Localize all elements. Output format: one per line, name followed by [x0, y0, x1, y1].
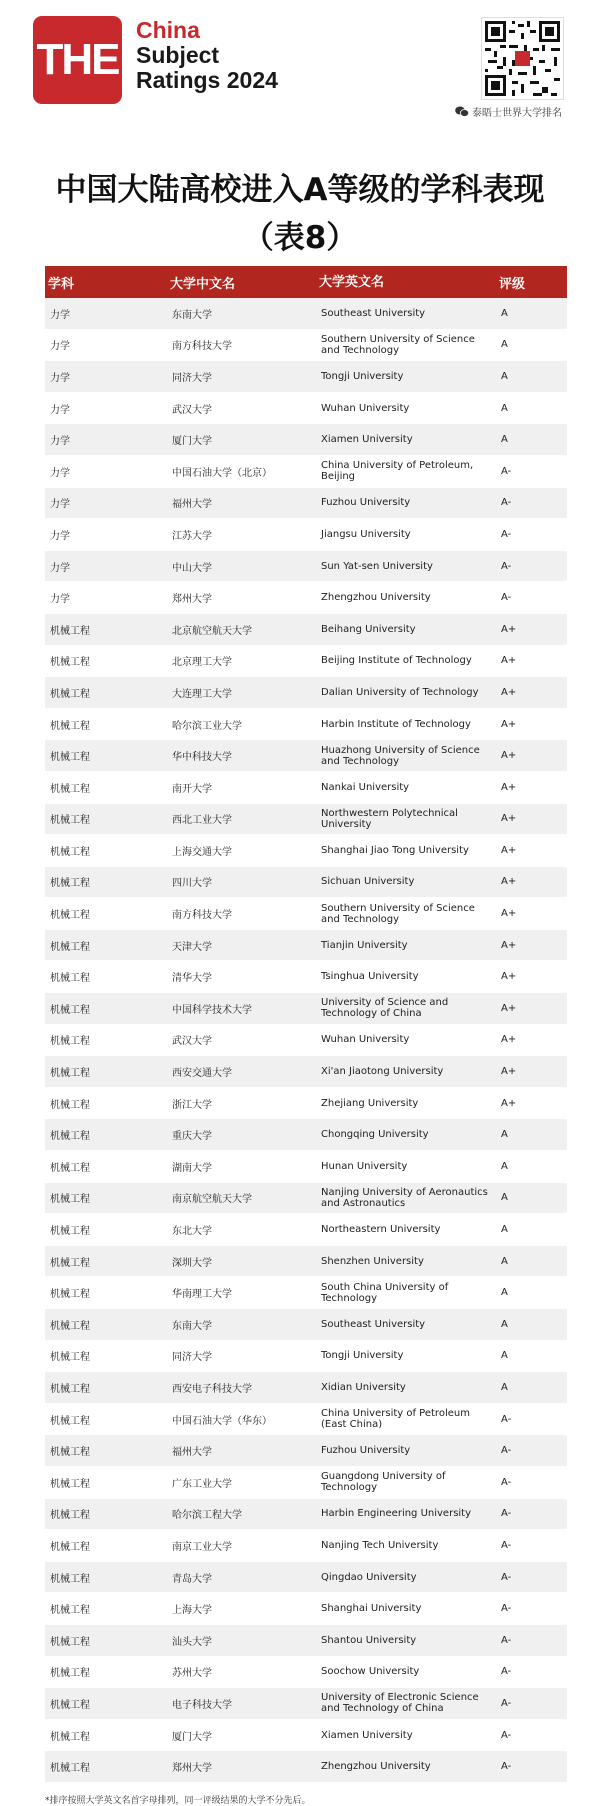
- cell-subject: 机械工程: [50, 1226, 90, 1238]
- cell-subject: 机械工程: [50, 1004, 90, 1016]
- table-row: [45, 393, 567, 425]
- qr-caption-text: 泰晤士世界大学排名: [472, 108, 562, 119]
- cell-chinese-name: 中国石油大学（北京）: [172, 467, 272, 479]
- cell-english-name: Wuhan University: [321, 402, 410, 414]
- cell-rating: A-: [501, 497, 512, 509]
- cell-rating: A+: [501, 750, 517, 762]
- cell-chinese-name: 东南大学: [172, 309, 212, 321]
- table-body: [45, 298, 567, 1783]
- table-row: [45, 740, 567, 772]
- table-row: [45, 1720, 567, 1752]
- cell-rating: A-: [501, 528, 512, 540]
- table-row: [45, 582, 567, 614]
- cell-rating: A+: [501, 623, 517, 635]
- cell-english-name: Shanghai Jiao Tong University: [321, 844, 469, 856]
- cell-chinese-name: 武汉大学: [172, 1036, 212, 1048]
- cell-chinese-name: 青岛大学: [172, 1573, 212, 1585]
- cell-english-name: China University of Petroleum, Beijing: [321, 460, 474, 483]
- cell-english-name: Xiamen University: [321, 434, 413, 446]
- cell-chinese-name: 南方科技大学: [172, 341, 232, 353]
- brand-line-2: Subject: [136, 42, 220, 68]
- cell-subject: 力学: [50, 404, 70, 416]
- cell-english-name: Sichuan University: [321, 876, 415, 888]
- cell-english-name: Beihang University: [321, 623, 416, 635]
- cell-chinese-name: 西安交通大学: [172, 1068, 232, 1080]
- ratings-table: [45, 266, 567, 1783]
- cell-chinese-name: 大连理工大学: [172, 688, 232, 700]
- cell-english-name: Southern University of Science and Technology: [321, 902, 475, 925]
- title-line-1: 中国大陆高校进入A等级的学科表现: [55, 172, 545, 208]
- cell-english-name: Xiamen University: [321, 1729, 413, 1741]
- cell-chinese-name: 中国科学技术大学: [172, 1004, 252, 1016]
- cell-chinese-name: 哈尔滨工程大学: [172, 1510, 242, 1522]
- cell-chinese-name: 清华大学: [172, 973, 212, 985]
- cell-english-name: Soochow University: [321, 1666, 420, 1678]
- cell-chinese-name: 厦门大学: [172, 436, 212, 448]
- cell-english-name: Northeastern University: [321, 1224, 441, 1236]
- cell-rating: A: [501, 1318, 508, 1330]
- table-row: [45, 1341, 567, 1373]
- cell-chinese-name: 重庆大学: [172, 1131, 212, 1143]
- cell-chinese-name: 同济大学: [172, 372, 212, 384]
- cell-rating: A: [501, 307, 508, 319]
- table-row: [45, 1751, 567, 1783]
- footnote: *排序按照大学英文名首字母排列，同一评级结果的大学不分先后。: [45, 1796, 311, 1806]
- cell-chinese-name: 电子科技大学: [172, 1699, 232, 1711]
- table-row: [45, 1688, 567, 1720]
- cell-english-name: Harbin Institute of Technology: [321, 718, 471, 730]
- cell-chinese-name: 郑州大学: [172, 1763, 212, 1775]
- table-row: [45, 1435, 567, 1467]
- brand-line-1: China: [136, 17, 200, 43]
- cell-rating: A+: [501, 876, 517, 888]
- cell-rating: A+: [501, 1097, 517, 1109]
- cell-rating: A-: [501, 1413, 512, 1425]
- cell-rating: A-: [501, 1571, 512, 1583]
- table-row: [45, 361, 567, 393]
- cell-chinese-name: 华中科技大学: [172, 752, 232, 764]
- cell-english-name: Nankai University: [321, 781, 410, 793]
- cell-chinese-name: 武汉大学: [172, 404, 212, 416]
- cell-english-name: Hunan University: [321, 1160, 408, 1172]
- cell-rating: A: [501, 1255, 508, 1267]
- cell-chinese-name: 广东工业大学: [172, 1478, 232, 1490]
- cell-chinese-name: 中山大学: [172, 562, 212, 574]
- cell-rating: A+: [501, 844, 517, 856]
- cell-english-name: Tongji University: [321, 1350, 404, 1362]
- cell-rating: A-: [501, 592, 512, 604]
- cell-rating: A+: [501, 813, 517, 825]
- cell-english-name: Zhengzhou University: [321, 592, 431, 604]
- cell-subject: 机械工程: [50, 1383, 90, 1395]
- cell-subject: 力学: [50, 467, 70, 479]
- cell-english-name: Shenzhen University: [321, 1255, 424, 1267]
- cell-subject: 机械工程: [50, 1510, 90, 1522]
- cell-english-name: Beijing Institute of Technology: [321, 655, 472, 667]
- cell-english-name: Zhengzhou University: [321, 1761, 431, 1773]
- cell-chinese-name: 东南大学: [172, 1320, 212, 1332]
- cell-rating: A: [501, 1129, 508, 1141]
- cell-chinese-name: 苏州大学: [172, 1668, 212, 1680]
- page-title: [0, 166, 600, 262]
- cell-rating: A-: [501, 1445, 512, 1457]
- cell-english-name: Xidian University: [321, 1381, 406, 1393]
- table-row: [45, 804, 567, 836]
- table-row: [45, 1657, 567, 1689]
- table-row: [45, 835, 567, 867]
- cell-chinese-name: 湖南大学: [172, 1162, 212, 1174]
- cell-chinese-name: 江苏大学: [172, 530, 212, 542]
- cell-subject: 力学: [50, 594, 70, 606]
- cell-english-name: Shanghai University: [321, 1603, 422, 1615]
- header-chinese-name: 大学中文名: [170, 276, 236, 292]
- cell-chinese-name: 华南理工大学: [172, 1289, 232, 1301]
- cell-subject: 机械工程: [50, 910, 90, 922]
- cell-rating: A-: [501, 1508, 512, 1520]
- cell-subject: 机械工程: [50, 1541, 90, 1553]
- qr-caption: [455, 104, 590, 119]
- cell-english-name: Harbin Engineering University: [321, 1508, 472, 1520]
- table-row: [45, 1119, 567, 1151]
- cell-chinese-name: 中国石油大学（华东）: [172, 1415, 272, 1427]
- table-row: [45, 1056, 567, 1088]
- cell-subject: 机械工程: [50, 1036, 90, 1048]
- cell-subject: 机械工程: [50, 941, 90, 953]
- table-row: [45, 424, 567, 456]
- cell-subject: 机械工程: [50, 1131, 90, 1143]
- cell-english-name: Guangdong University of Technology: [321, 1471, 446, 1494]
- table-row: [45, 1214, 567, 1246]
- cell-subject: 力学: [50, 309, 70, 321]
- cell-subject: 机械工程: [50, 720, 90, 732]
- table-row: [45, 551, 567, 583]
- cell-subject: 机械工程: [50, 783, 90, 795]
- cell-subject: 机械工程: [50, 625, 90, 637]
- cell-subject: 机械工程: [50, 973, 90, 985]
- cell-chinese-name: 南京工业大学: [172, 1541, 232, 1553]
- cell-chinese-name: 南开大学: [172, 783, 212, 795]
- table-row: [45, 709, 567, 741]
- cell-chinese-name: 汕头大学: [172, 1636, 212, 1648]
- cell-rating: A-: [501, 1603, 512, 1615]
- cell-english-name: China University of Petroleum (East China): [321, 1408, 470, 1431]
- cell-chinese-name: 福州大学: [172, 1447, 212, 1459]
- title-line-2: （表8）: [242, 220, 358, 256]
- brand-title: [136, 18, 278, 93]
- cell-subject: 机械工程: [50, 1668, 90, 1680]
- cell-subject: 力学: [50, 372, 70, 384]
- cell-subject: 机械工程: [50, 815, 90, 827]
- cell-english-name: Southern University of Science and Technology: [321, 333, 475, 356]
- cell-english-name: South China University of Technology: [321, 1281, 449, 1304]
- cell-rating: A: [501, 1381, 508, 1393]
- cell-english-name: Shantou University: [321, 1634, 417, 1646]
- cell-chinese-name: 南方科技大学: [172, 910, 232, 922]
- table-row: [45, 1025, 567, 1057]
- cell-subject: 机械工程: [50, 1699, 90, 1711]
- cell-english-name: Nanjing University of Aeronautics and Astronautics: [321, 1186, 488, 1209]
- cell-rating: A-: [501, 560, 512, 572]
- cell-subject: 力学: [50, 562, 70, 574]
- table-row: [45, 1372, 567, 1404]
- cell-rating: A-: [501, 1761, 512, 1773]
- cell-subject: 机械工程: [50, 1320, 90, 1332]
- cell-english-name: Nanjing Tech University: [321, 1539, 439, 1551]
- cell-subject: 机械工程: [50, 878, 90, 890]
- cell-chinese-name: 上海交通大学: [172, 846, 232, 858]
- table-row: [45, 1404, 567, 1436]
- cell-english-name: Xi'an Jiaotong University: [321, 1066, 444, 1078]
- cell-rating: A+: [501, 908, 517, 920]
- cell-english-name: Sun Yat-sen University: [321, 560, 433, 572]
- cell-subject: 机械工程: [50, 1636, 90, 1648]
- cell-rating: A: [501, 434, 508, 446]
- cell-english-name: Tongji University: [321, 370, 404, 382]
- cell-chinese-name: 同济大学: [172, 1352, 212, 1364]
- cell-rating: A-: [501, 1697, 512, 1709]
- table-row: [45, 646, 567, 678]
- cell-subject: 机械工程: [50, 1763, 90, 1775]
- cell-english-name: Chongqing University: [321, 1129, 429, 1141]
- cell-subject: 机械工程: [50, 1605, 90, 1617]
- table-row: [45, 1277, 567, 1309]
- table-row: [45, 898, 567, 930]
- table-row: [45, 1246, 567, 1278]
- cell-rating: A: [501, 370, 508, 382]
- cell-chinese-name: 哈尔滨工业大学: [172, 720, 242, 732]
- table-row: [45, 1562, 567, 1594]
- table-row: [45, 1467, 567, 1499]
- cell-english-name: University of Science and Technology of China: [321, 997, 449, 1020]
- cell-subject: 机械工程: [50, 846, 90, 858]
- cell-chinese-name: 东北大学: [172, 1226, 212, 1238]
- table-row: [45, 1151, 567, 1183]
- cell-chinese-name: 北京航空航天大学: [172, 625, 252, 637]
- cell-english-name: Fuzhou University: [321, 1445, 411, 1457]
- wechat-icon: [455, 106, 469, 117]
- cell-english-name: Southeast University: [321, 1318, 426, 1330]
- table-row: [45, 993, 567, 1025]
- cell-rating: A: [501, 1192, 508, 1204]
- cell-english-name: Wuhan University: [321, 1034, 410, 1046]
- cell-subject: 力学: [50, 341, 70, 353]
- table-row: [45, 930, 567, 962]
- cell-rating: A-: [501, 1729, 512, 1741]
- cell-chinese-name: 天津大学: [172, 941, 212, 953]
- the-logo: [33, 16, 122, 104]
- cell-rating: A+: [501, 686, 517, 698]
- cell-rating: A+: [501, 718, 517, 730]
- cell-english-name: Huazhong University of Science and Technology: [321, 744, 480, 767]
- cell-subject: 机械工程: [50, 1289, 90, 1301]
- cell-subject: 机械工程: [50, 1731, 90, 1743]
- cell-rating: A: [501, 339, 508, 351]
- cell-subject: 机械工程: [50, 1162, 90, 1174]
- cell-rating: A+: [501, 1034, 517, 1046]
- cell-english-name: Jiangsu University: [321, 528, 411, 540]
- table-row: [45, 1309, 567, 1341]
- cell-rating: A+: [501, 1002, 517, 1014]
- cell-subject: 机械工程: [50, 1068, 90, 1080]
- logo-text: THE: [36, 35, 119, 84]
- table-row: [45, 961, 567, 993]
- cell-subject: 机械工程: [50, 1194, 90, 1206]
- cell-chinese-name: 郑州大学: [172, 594, 212, 606]
- cell-chinese-name: 四川大学: [172, 878, 212, 890]
- cell-subject: 机械工程: [50, 688, 90, 700]
- cell-subject: 力学: [50, 436, 70, 448]
- cell-chinese-name: 北京理工大学: [172, 657, 232, 669]
- cell-rating: A-: [501, 1476, 512, 1488]
- cell-chinese-name: 厦门大学: [172, 1731, 212, 1743]
- cell-chinese-name: 南京航空航天大学: [172, 1194, 252, 1206]
- cell-rating: A: [501, 1160, 508, 1172]
- cell-subject: 机械工程: [50, 657, 90, 669]
- cell-rating: A+: [501, 655, 517, 667]
- table-row: [45, 298, 567, 330]
- cell-rating: A: [501, 1350, 508, 1362]
- header-rating: 评级: [499, 276, 526, 292]
- cell-subject: 机械工程: [50, 1099, 90, 1111]
- table-row: [45, 772, 567, 804]
- table-row: [45, 488, 567, 520]
- cell-rating: A-: [501, 1634, 512, 1646]
- cell-rating: A+: [501, 781, 517, 793]
- table-row: [45, 867, 567, 899]
- cell-english-name: Northwestern Polytechnical University: [321, 807, 458, 830]
- cell-subject: 力学: [50, 499, 70, 511]
- table-header: [45, 266, 567, 298]
- table-row: [45, 456, 567, 488]
- cell-subject: 力学: [50, 530, 70, 542]
- cell-english-name: Tsinghua University: [321, 971, 419, 983]
- cell-subject: 机械工程: [50, 1573, 90, 1585]
- cell-english-name: Dalian University of Technology: [321, 686, 479, 698]
- header: [0, 0, 600, 119]
- cell-english-name: Fuzhou University: [321, 497, 411, 509]
- table-row: [45, 1499, 567, 1531]
- cell-subject: 机械工程: [50, 1352, 90, 1364]
- cell-subject: 机械工程: [50, 1478, 90, 1490]
- header-english-name: 大学英文名: [319, 274, 385, 290]
- table-row: [45, 330, 567, 362]
- cell-chinese-name: 浙江大学: [172, 1099, 212, 1111]
- cell-subject: 机械工程: [50, 1415, 90, 1427]
- table-row: [45, 677, 567, 709]
- cell-english-name: University of Electronic Science and Technology of China: [321, 1692, 479, 1715]
- cell-rating: A-: [501, 1539, 512, 1551]
- cell-rating: A: [501, 402, 508, 414]
- cell-english-name: Zhejiang University: [321, 1097, 419, 1109]
- cell-chinese-name: 西安电子科技大学: [172, 1383, 252, 1395]
- cell-rating: A+: [501, 971, 517, 983]
- cell-chinese-name: 上海大学: [172, 1605, 212, 1617]
- cell-english-name: Southeast University: [321, 307, 426, 319]
- table-row: [45, 614, 567, 646]
- qr-code-icon: [481, 17, 564, 100]
- cell-english-name: Qingdao University: [321, 1571, 417, 1583]
- table-row: [45, 1088, 567, 1120]
- cell-subject: 机械工程: [50, 1447, 90, 1459]
- cell-chinese-name: 深圳大学: [172, 1257, 212, 1269]
- cell-rating: A-: [501, 465, 512, 477]
- cell-rating: A+: [501, 1066, 517, 1078]
- table-row: [45, 519, 567, 551]
- cell-rating: A+: [501, 939, 517, 951]
- table-row: [45, 1530, 567, 1562]
- cell-subject: 机械工程: [50, 752, 90, 764]
- table-row: [45, 1183, 567, 1215]
- table-row: [45, 1625, 567, 1657]
- cell-rating: A-: [501, 1666, 512, 1678]
- table-row: [45, 1593, 567, 1625]
- cell-english-name: Tianjin University: [321, 939, 408, 951]
- header-subject: 学科: [48, 276, 75, 292]
- cell-rating: A: [501, 1287, 508, 1299]
- cell-chinese-name: 西北工业大学: [172, 815, 232, 827]
- cell-rating: A: [501, 1224, 508, 1236]
- brand-line-3: Ratings 2024: [136, 67, 278, 93]
- cell-subject: 机械工程: [50, 1257, 90, 1269]
- cell-chinese-name: 福州大学: [172, 499, 212, 511]
